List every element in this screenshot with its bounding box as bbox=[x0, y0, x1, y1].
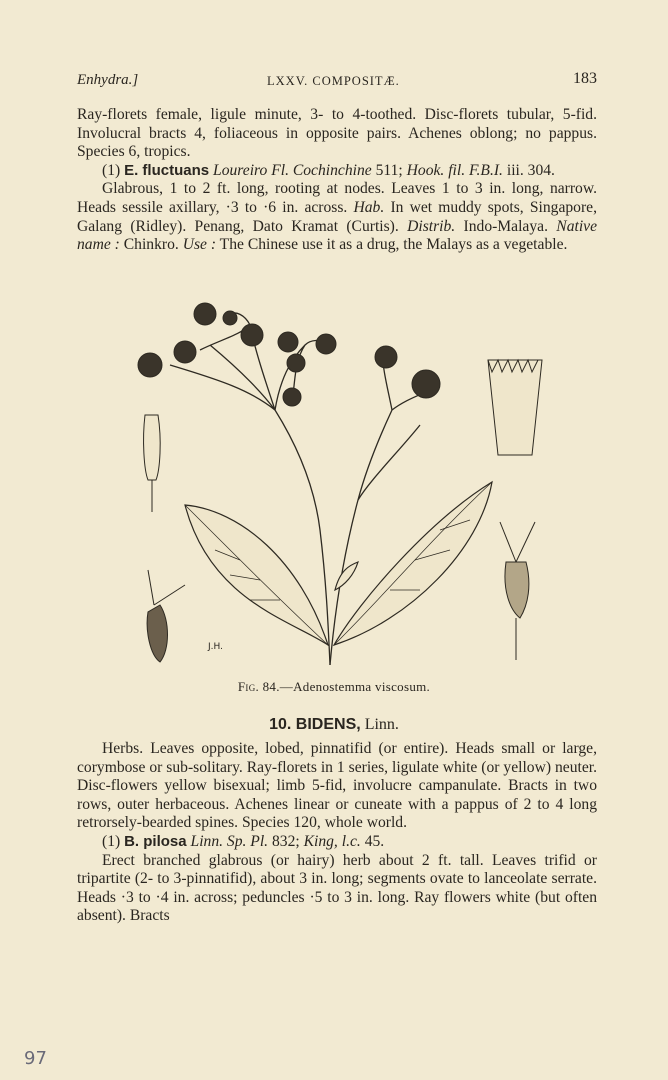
use-text: The Chinese use it as a drug, the Malays as a vegetable. bbox=[219, 236, 568, 254]
species-description-enhydra bbox=[77, 180, 597, 254]
distribution-label: Distrib. bbox=[407, 217, 456, 235]
figure-caption-text: —Adenostemma viscosum. bbox=[279, 679, 431, 694]
flower-head bbox=[194, 303, 216, 325]
stamen-detail bbox=[144, 415, 161, 480]
species-name: E. fluctuans bbox=[124, 161, 210, 179]
botanical-illustration bbox=[130, 300, 550, 672]
flower-head bbox=[241, 324, 263, 346]
citation-page: iii. 304. bbox=[506, 161, 555, 179]
genus-name: 10. BIDENS, bbox=[269, 716, 361, 733]
habitat-text: In wet muddy spots, Singapore, Galang (Ridley). Penang, Dato Kramat (Curtis). bbox=[77, 198, 597, 235]
species-number: (1) bbox=[102, 161, 121, 179]
citation: Hook. fil. F.B.I. bbox=[406, 161, 503, 179]
habitat-label: Hab. bbox=[353, 198, 385, 216]
native-name-label: Native name : bbox=[77, 217, 598, 254]
flower-head bbox=[287, 354, 305, 372]
margin-note: 97 bbox=[24, 1048, 47, 1069]
flower-head bbox=[316, 334, 336, 354]
distribution-text: Indo-Malaya. bbox=[463, 217, 548, 235]
citation-page: 832; bbox=[271, 832, 300, 850]
description-text: Glabrous, 1 to 2 ft. long, rooting at nodes. Leaves 1 to 3 in. long, narrow. Heads sessile axillary, ·3 to ·6 in. across. bbox=[77, 180, 597, 216]
flower-head bbox=[138, 353, 162, 377]
species-number: (1) bbox=[102, 832, 121, 850]
citation: Linn. Sp. Pl. bbox=[190, 832, 269, 850]
native-name-text: Chinkro. bbox=[123, 236, 179, 254]
figure-caption bbox=[0, 679, 668, 695]
citation: King, l.c. bbox=[303, 832, 361, 850]
floret-detail bbox=[488, 360, 542, 455]
flower-head bbox=[283, 388, 301, 406]
figure-number: Fig. 84. bbox=[237, 679, 280, 694]
citation-page: 511; bbox=[375, 161, 403, 179]
species-description-bidens: Erect branched glabrous (or hairy) herb about 2 ft. tall. Leaves trifid or tripartite (2- to 3-pinnatifid), about 3 in. long; segments ovate to lanceolate serrate. Heads ·3 to ·4 in. across; peduncles ·5 to 3 in. long. Ray flowers white (but often absent). Bracts bbox=[77, 851, 597, 925]
running-header bbox=[77, 72, 597, 92]
genus-authority: Linn. bbox=[364, 716, 399, 733]
fruit-detail bbox=[505, 562, 529, 618]
citation-page: 45. bbox=[364, 832, 385, 850]
leaf-small bbox=[335, 562, 358, 590]
intro-text: Ray-florets female, ligule minute, 3- to 4-toothed. Disc-florets tubular, 5-fid. Involucral bracts 4, foliaceous in opposite pairs. Achenes oblong; no pappus. Species 6, tropics. bbox=[77, 106, 597, 161]
running-genus: Enhydra.] bbox=[77, 72, 139, 88]
genus-description bbox=[77, 740, 597, 926]
flower-head bbox=[223, 311, 237, 325]
flower-head bbox=[375, 346, 397, 368]
species-name: B. pilosa bbox=[124, 832, 187, 850]
flower-head bbox=[278, 332, 298, 352]
use-label: Use : bbox=[182, 236, 217, 254]
flower-head bbox=[412, 370, 440, 398]
citation: Loureiro Fl. Cochinchine bbox=[213, 161, 372, 179]
page-number: 183 bbox=[573, 70, 597, 87]
species-heading-bidens bbox=[77, 833, 597, 852]
flower-head bbox=[174, 341, 196, 363]
genus-intro-paragraph bbox=[77, 106, 597, 255]
artist-initials: J.H. bbox=[208, 642, 223, 652]
species-heading-enhydra bbox=[77, 162, 597, 181]
bidens-description: Herbs. Leaves opposite, lobed, pinnatifid (or entire). Heads small or large, corymbose or sub-solitary. Ray-florets in 1 series, ligulate white (or yellow) neuter. Disc-flowers yellow bisexual; limb 5-fid, involucre campanulate. Bracts in two rows, outer herbaceous. Achenes linear or cuneate with a pappus of 2 to 4 long retrorsely-bearded spines. Species 120, whole world. bbox=[77, 740, 597, 832]
achene-detail bbox=[147, 605, 167, 662]
genus-heading bbox=[0, 716, 668, 734]
section-title: LXXV. COMPOSITÆ. bbox=[267, 74, 400, 88]
